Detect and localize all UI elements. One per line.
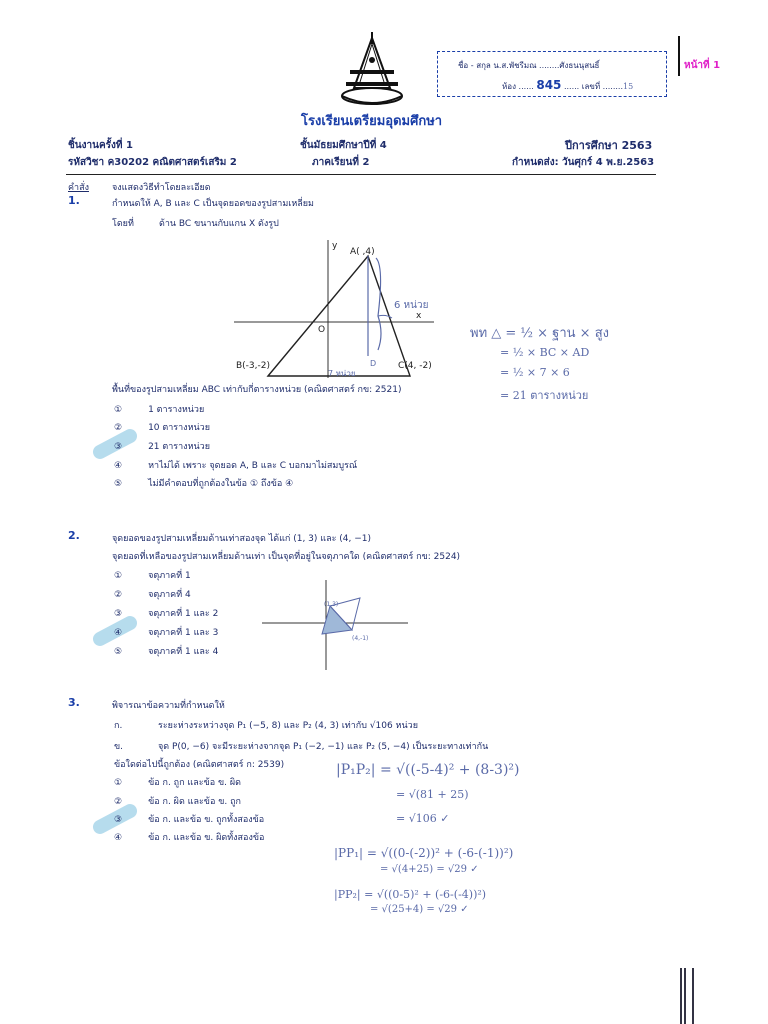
year: ปีการศึกษา 2563 (565, 139, 653, 152)
school-logo (332, 30, 412, 110)
name-line: ชื่อ - สกุล น.ส.พัชรีมณ ........ศังธนนุสนธิ์ (458, 61, 600, 70)
q2-choice-3[interactable] (114, 606, 218, 620)
margin-marks (680, 968, 694, 1024)
q3-choice-4[interactable] (114, 830, 264, 844)
choice-bullet: ① (114, 778, 123, 788)
q3-work-1: |P₁P₂| = √((-5-4)² + (8-3)²) (336, 762, 520, 778)
q3-a-text: ระยะห่างระหว่างจุด P₁ (−5, 8) และ P₂ (4, 3) เท่ากับ √106 หน่วย (158, 721, 418, 731)
q1-number: 1. (68, 194, 80, 207)
choice-text: 21 ตารางหน่วย (148, 442, 210, 452)
due-date: กำหนดส่ง: วันศุกร์ 4 พ.ย.2563 (512, 157, 655, 168)
choice-text: จตุภาคที่ 1 (148, 571, 191, 581)
q3-b-text: จุด P(0, −6) จะมีระยะห่างจากจุด P₁ (−2, −1) และ P₂ (5, −4) เป็นระยะทางเท่ากัน (158, 742, 489, 752)
q1-work-1: พท △ = ½ × ฐาน × สูง (470, 326, 609, 341)
q1-note-side: 6 หน่วย (394, 300, 429, 311)
choice-text: หาไม่ได้ เพราะ จุดยอด A, B และ C บอกมาไม่สมบูรณ์ (148, 461, 358, 471)
q2-graph-svg (260, 578, 410, 672)
q3-work-5: = √(4+25) = √29 ✓ (380, 864, 479, 875)
q1-label-a: A( ,4) (350, 247, 375, 257)
q1-work-2: = ½ × BC × AD (500, 346, 590, 359)
q1-choice-1[interactable] (114, 402, 204, 416)
room-label: ห้อง ...... (502, 82, 534, 91)
q2-choice-4[interactable] (114, 625, 218, 639)
q1-label-d: D (370, 359, 377, 368)
q1-question: พื้นที่ของรูปสามเหลี่ยม ABC เท่ากับกี่ตารางหน่วย (คณิตศาสตร์ กข: 2521) (112, 385, 402, 395)
choice-bullet: ② (114, 797, 123, 807)
choice-text: ไม่มีคำตอบที่ถูกต้องในข้อ ① ถึงข้อ ④ (148, 479, 294, 489)
semester: ภาคเรียนที่ 2 (312, 157, 370, 168)
q2-choice-2[interactable] (114, 587, 191, 601)
choice-bullet: ③ (114, 609, 123, 619)
q2-line2: จุดยอดที่เหลือของรูปสามเหลี่ยมด้านเท่า เป็นจุดที่อยู่ในจตุภาคใด (คณิตศาสตร์ กข: 2524) (112, 552, 461, 562)
q1-choice-2[interactable] (114, 420, 210, 434)
choice-bullet: ② (114, 590, 123, 600)
q1-graph-svg (228, 236, 468, 382)
q1-note-bottom: 7 หน่วย (328, 369, 356, 378)
choice-text: 10 ตารางหน่วย (148, 423, 210, 433)
q1-choice-5[interactable] (114, 476, 293, 490)
choice-bullet: ① (114, 405, 123, 415)
choice-text: จตุภาคที่ 1 และ 4 (148, 647, 219, 657)
page-label: หน้าที่ 1 (684, 60, 721, 71)
q1-graph (228, 236, 468, 382)
q3-a-lead: ก. (114, 721, 123, 731)
page-label-divider (678, 36, 680, 76)
room-value: 845 (536, 78, 562, 92)
room-number-line (502, 78, 633, 93)
instruction-label: คำสั่ง (68, 183, 89, 193)
q3-choice-3[interactable] (114, 812, 264, 826)
choice-text: จตุภาคที่ 1 และ 2 (148, 609, 219, 619)
q3-choice-1[interactable] (114, 775, 241, 789)
q2-number: 2. (68, 529, 80, 542)
instruction-text: จงแสดงวิธีทำโดยละเอียด (112, 183, 211, 193)
number-value: 15 (623, 82, 634, 91)
q2-line1: จุดยอดของรูปสามเหลี่ยมด้านเท่าสองจุด ได้แก่ (1, 3) และ (4, −1) (112, 534, 372, 544)
q3-work-6: |PP₂| = √((0-5)² + (-6-(-4))²) (334, 888, 487, 901)
grade: ชั้นมัธยมศึกษาปีที่ 4 (300, 140, 387, 151)
q3-number: 3. (68, 696, 80, 709)
school-title: โรงเรียนเตรียมอุดมศึกษา (301, 114, 443, 129)
q1-label-x: x (416, 311, 422, 321)
choice-text: ข้อ ก. ถูก และข้อ ข. ผิด (148, 778, 241, 788)
q1-label-c: C(4, -2) (398, 361, 432, 371)
q3-choice-2[interactable] (114, 794, 241, 808)
q3-ask: ข้อใดต่อไปนี้ถูกต้อง (คณิตศาสตร์ ก: 2539) (114, 760, 285, 770)
subject: รหัสวิชา ค30202 คณิตศาสตร์เสริม 2 (68, 157, 237, 168)
q1-label-b: B(-3,-2) (236, 361, 271, 371)
q2-point-1: (1,3) (324, 601, 339, 608)
work-no: ชิ้นงานครั้งที่ 1 (68, 140, 133, 151)
choice-text: 1 ตารางหน่วย (148, 405, 205, 415)
q3-work-2: = √(81 + 25) (396, 788, 469, 801)
q2-choice-5[interactable] (114, 644, 218, 658)
margin-mark-mid (684, 968, 686, 1024)
q3-work-4: |PP₁| = √((0-(-2))² + (-6-(-1))²) (334, 846, 514, 860)
q1-label-o: O (318, 325, 326, 335)
q1-choice-3[interactable] (114, 439, 210, 453)
q2-choice-1[interactable] (114, 568, 191, 582)
number-label: ...... เลขที่ ........ (563, 82, 624, 91)
choice-text: จตุภาคที่ 4 (148, 590, 191, 600)
choice-bullet: ④ (114, 628, 123, 638)
choice-bullet: ⑤ (114, 479, 123, 489)
choice-bullet: ③ (114, 815, 123, 825)
choice-text: ข้อ ก. และข้อ ข. ถูกทั้งสองข้อ (148, 815, 265, 825)
q3-intro: พิจารณาข้อความที่กำหนดให้ (112, 701, 225, 711)
choice-bullet: ① (114, 571, 123, 581)
choice-bullet: ④ (114, 833, 123, 843)
choice-text: ข้อ ก. และข้อ ข. ผิดทั้งสองข้อ (148, 833, 265, 843)
choice-bullet: ⑤ (114, 647, 123, 657)
choice-text: ข้อ ก. ผิด และข้อ ข. ถูก (148, 797, 241, 807)
choice-bullet: ④ (114, 461, 123, 471)
q2-graph (260, 578, 410, 672)
q3-b-lead: ข. (114, 742, 124, 752)
choice-bullet: ② (114, 423, 123, 433)
choice-bullet: ③ (114, 442, 123, 452)
q1-line2: ด้าน BC ขนานกับแกน X ดังรูป (159, 219, 279, 229)
choice-text: จตุภาคที่ 1 และ 3 (148, 628, 219, 638)
q1-label-y: y (332, 241, 338, 251)
q1-work-3: = ½ × 7 × 6 (500, 366, 570, 379)
q1-line2-lead: โดยที่ (112, 219, 134, 229)
q2-point-2: (4,-1) (352, 635, 369, 642)
q1-choice-4[interactable] (114, 458, 357, 472)
q1-line1: กำหนดให้ A, B และ C เป็นจุดยอดของรูปสามเหลี่ยม (112, 199, 314, 209)
q3-work-3: = √106 ✓ (396, 812, 450, 825)
header-rule (66, 174, 656, 175)
q3-work-7: = √(25+4) = √29 ✓ (370, 904, 469, 915)
q1-work-4: = 21 ตารางหน่วย (500, 389, 589, 402)
